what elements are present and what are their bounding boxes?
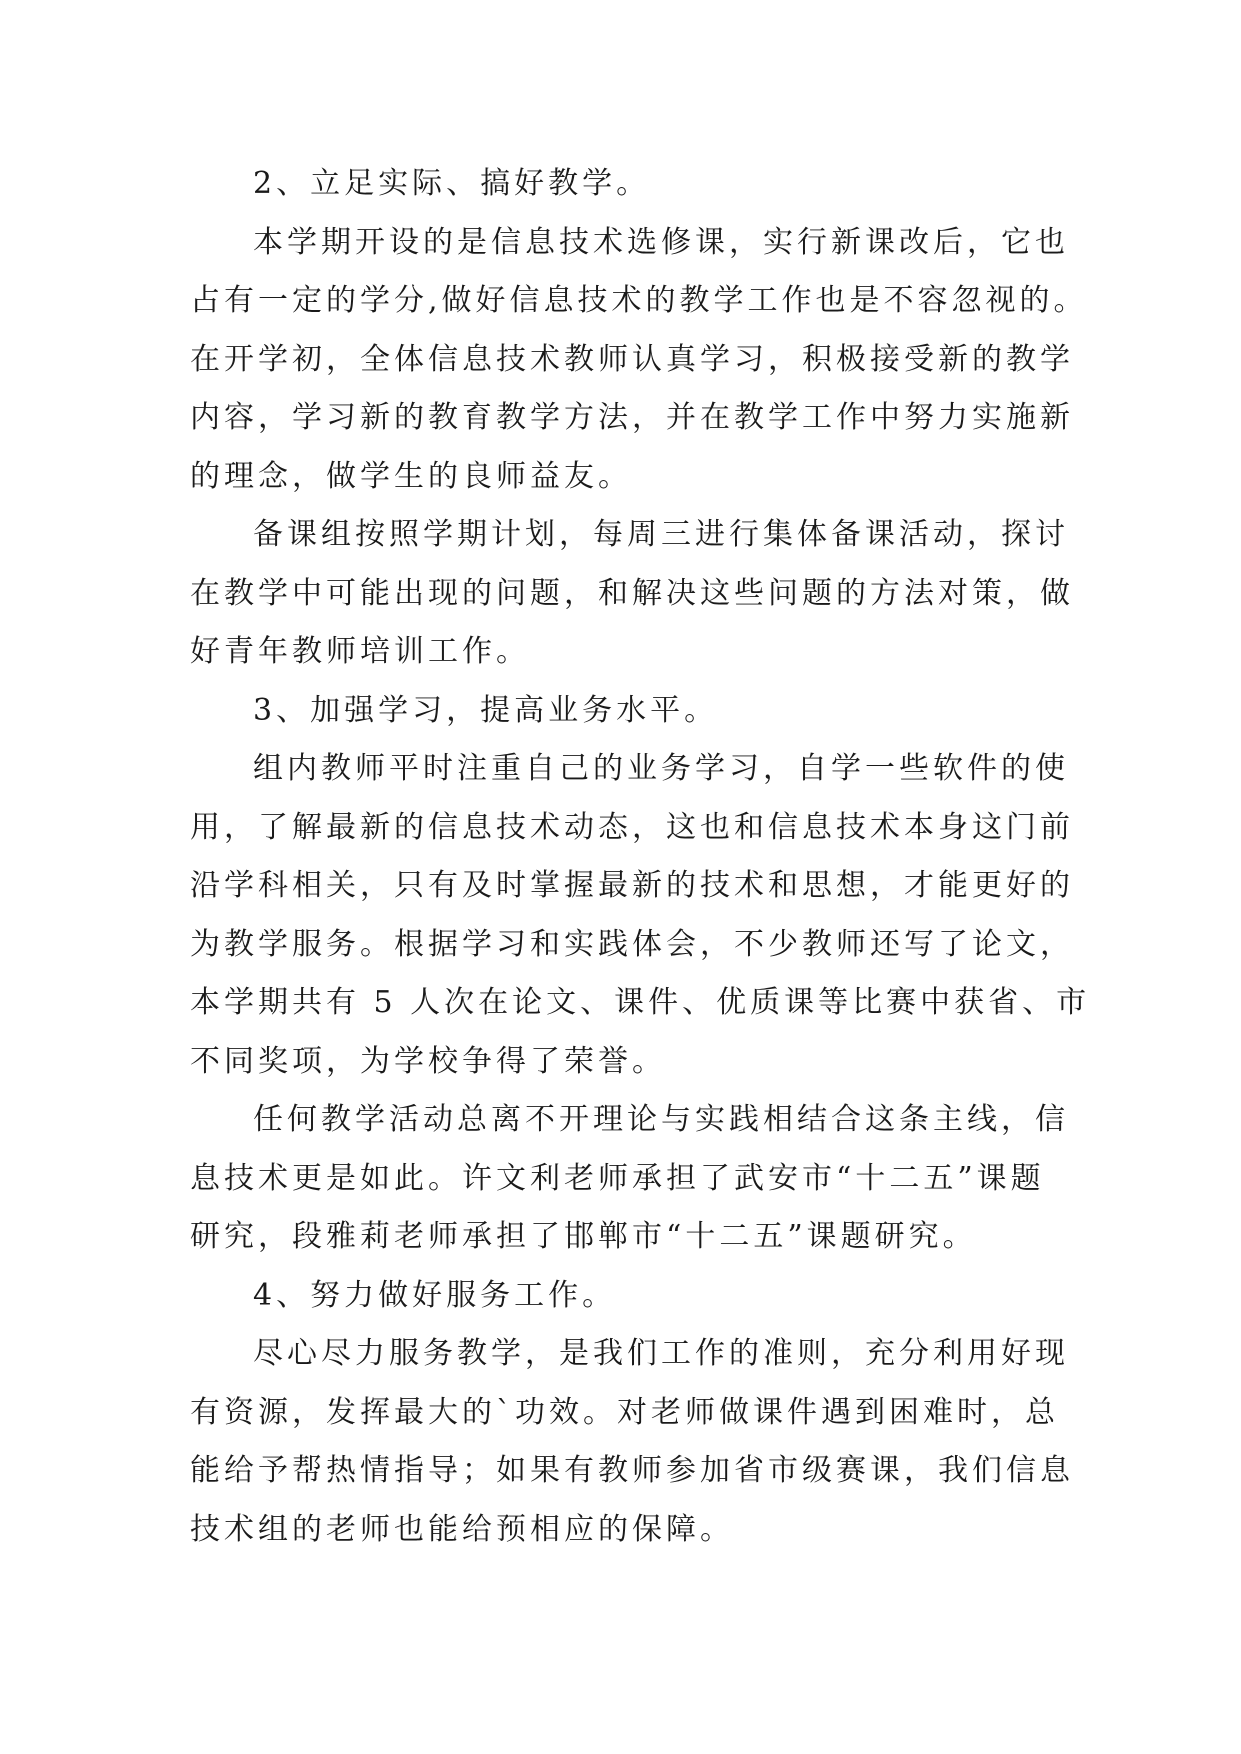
paragraph-line: 用，了解最新的信息技术动态，这也和信息技术本身这门前 — [190, 809, 1074, 845]
paragraph-line: 任何教学活动总离不开理论与实践相结合这条主线，信 — [253, 1102, 1069, 1137]
paragraph-line: 尽心尽力服务教学，是我们工作的准则，充分利用好现 — [253, 1336, 1069, 1371]
paragraph-line: 在开学初，全体信息技术教师认真学习，积极接受新的教学 — [190, 341, 1074, 377]
paragraph-line: 好青年教师培训工作。 — [190, 634, 530, 669]
paragraph-line: 为教学服务。根据学习和实践体会，不少教师还写了论文， — [190, 926, 1074, 962]
section-heading-4: 4、努力做好服务工作。 — [253, 1277, 617, 1313]
paragraph-line: 息技术更是如此。许文利老师承担了武安市“十二五”课题 — [190, 1160, 1045, 1196]
paragraph-line: 能给予帮热情指导；如果有教师参加省市级赛课，我们信息 — [190, 1453, 1074, 1488]
paragraph-line: 在教学中可能出现的问题，和解决这些问题的方法对策，做 — [190, 575, 1074, 611]
paragraph-line: 沿学科相关，只有及时掌握最新的技术和思想，才能更好的 — [190, 868, 1074, 903]
paragraph-line: 本学期共有 5 人次在论文、课件、优质课等比赛中获省、市 — [190, 985, 1091, 1020]
paragraph-line: 研究，段雅莉老师承担了邯郸市“十二五”课题研究。 — [190, 1219, 977, 1254]
document-body — [190, 155, 1090, 1559]
section-heading-3: 3、加强学习，提高业务水平。 — [253, 692, 719, 728]
paragraph-line: 内容，学习新的教育教学方法，并在教学工作中努力实施新 — [190, 400, 1074, 435]
paragraph-line: 的理念，做学生的良师益友。 — [190, 458, 632, 494]
paragraph-line: 本学期开设的是信息技术选修课，实行新课改后，它也 — [253, 224, 1069, 260]
paragraph-line: 备课组按照学期计划，每周三进行集体备课活动，探讨 — [253, 517, 1069, 552]
paragraph-line: 占有一定的学分,做好信息技术的教学工作也是不容忽视的。 — [190, 283, 1088, 318]
paragraph-line: 组内教师平时注重自己的业务学习，自学一些软件的使 — [253, 751, 1069, 786]
paragraph-line: 技术组的老师也能给预相应的保障。 — [190, 1511, 734, 1547]
section-heading-2: 2、立足实际、搞好教学。 — [253, 166, 651, 201]
paragraph-line: 有资源，发挥最大的`功效。对老师做课件遇到困难时，总 — [190, 1394, 1059, 1430]
paragraph-line: 不同奖项，为学校争得了荣誉。 — [190, 1043, 666, 1079]
